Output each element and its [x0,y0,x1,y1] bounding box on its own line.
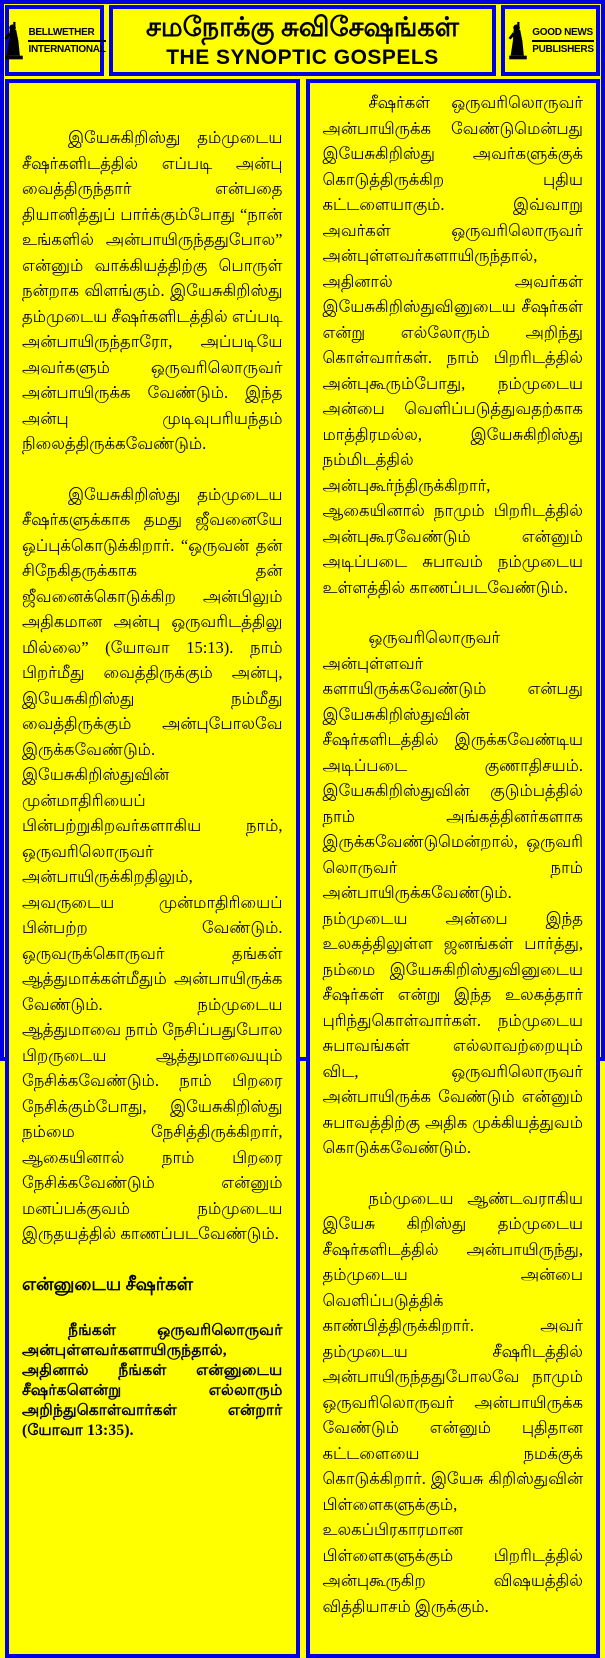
right-column [306,79,601,1658]
left-column [5,79,300,1658]
header [5,5,600,76]
left-paragraph-1: இயேசுகிறிஸ்து தம்முடைய சீஷர்களிடத்தில் எப்படி அன்பு வைத்திருந்தார் என்பதை தியானித்துப் பார்க்கும்போது “நான் உங்களில் அன்பாயிருந்ததுபோல” என்னும் வாக்கியத்திற்கு பொருள் நன்றாக விளங்கும். இயேசுகிறிஸ்து தம்முடைய சீஷர்களிடத்தில் எப்படி அன்பாயிருந்தாரோ, அப்படியே அவர்களும் ஒருவரிலொருவர் அன்பாயிருக்க வேண்டும். இந்த அன்பு முடிவுபரியந்தம் நிலைத்திருக்கவேண்டும். [22,128,283,453]
goodnews-figure-icon [507,16,529,66]
bellwether-logo-text [28,26,105,56]
bellwether-figure-icon [3,16,25,66]
page-title-tamil: சமநோக்கு சுவிசேஷங்கள் [145,12,460,42]
right-paragraph-1: சீஷர்கள் ஒருவரிலொருவர் அன்பாயிருக்க வேண்டுமென்பது இயேசுகிறிஸ்து அவர்களுக்குக் கொடுத்திருக்கிற புதிய கட்டளையாகும். இவ்வாறு அவர்கள் ஒருவரிலொருவர் அன்புள்ளவர்களாயிருந்தால், அதினால் அவர்கள் இயேசுகிறிஸ்துவினுடைய சீஷர்கள் என்று எல்லோரும் அறிந்து கொள்வார்கள். நாம் பிறரிடத்தில் அன்புகூரும்போது, நம்முடைய அன்பை வெளிப்படுத்துவதற்காக மாத்திரமல்ல, இயேசுகிறிஸ்து நம்மிடத்தில் அன்புகூர்ந்திருக்கிறார், ஆகையினால் நாமும் பிறரிடத்தில் அன்புகூரவேண்டும் என்னும் அடிப்படை சுபாவம் நம்முடைய உள்ளத்தில் காணப்படவேண்டும். [322,93,583,597]
bellwether-logo-line1: BELLWETHER [28,26,105,42]
title-box [109,5,496,76]
bellwether-logo [5,5,104,76]
scripture-quote-paragraph: நீங்கள் ஒருவரிலொருவர் அன்புள்ளவர்களாயிருந்தால், அதினால் நீங்கள் என்னுடைய சீஷர்களென்று எல்லாரும் அறிந்துகொள்வார்கள் என்றார் (யோவா 13:35). [22,1322,283,1439]
right-paragraph-3: நம்முடைய ஆண்டவராகிய இயேசு கிறிஸ்து தம்முடைய சீஷர்களிடத்தில் அன்பாயிருந்து, தம்முடைய அன்பை வெளிப்படுத்திக் காண்பித்திருக்கிறார். அவர் தம்முடைய சீஷரிடத்தில் அன்பாயிருந்ததுபோலவே நாமும் ஒருவரிலொருவர் அன்பாயிருக்க வேண்டும் என்னும் புதிதான கட்டளையை நமக்குக் கொடுக்கிறார். இயேசு கிறிஸ்துவின் பிள்ளைகளுக்கும், உலகப்பிரகாரமான பிள்ளைகளுக்கும் பிறரிடத்தில் அன்புகூருகிற விஷயத்தில் வித்தியாசம் இருக்கும். [322,1188,583,1616]
page-title-english: THE SYNOPTIC GOSPELS [166,46,439,69]
right-paragraph-2: ஒருவரிலொருவர் அன்புள்ளவர் களாயிருக்கவேண்டும் என்பது இயேசுகிறிஸ்துவின் சீஷர்களிடத்தில் இருக்கவேண்டிய அடிப்படை குணாதிசயம். இயேசுகிறிஸ்துவின் குடும்பத்தில் நாம் அங்கத்தினர்களாக இருக்கவேண்டுமென்றால், ஒருவரி லொருவர் நாம் அன்பாயிருக்கவேண்டும். நம்முடைய அன்பை இந்த உலகத்திலுள்ள ஜனங்கள் பார்த்து, நம்மை இயேசுகிறிஸ்துவினுடைய சீஷர்கள் என்று இந்த உலகத்தார் புரிந்துகொள்வார்கள். நம்முடைய சுபாவங்கள் எல்லாவற்றையும் விட, ஒருவரிலொருவர் அன்பாயிருக்க வேண்டும் என்னும் சுபாவத்திற்கு அதிக முக்கியத்துவம் கொடுக்கவேண்டும். [322,628,583,1157]
subheading-my-disciples: என்னுடைய சீஷர்கள் [22,1273,193,1294]
left-paragraph-2: இயேசுகிறிஸ்து தம்முடைய சீஷர்களுக்காக தமது ஜீவனையே ஒப்புக்கொடுக்கிறார். “ஒருவன் தன் சிநேகிதருக்காக தன் ஜீவனைக்கொடுக்கிற அன்பிலும் அதிகமான அன்பு ஒருவரிடத்திலு மில்லை” (யோவா 15:13). நாம் பிறர்மீது வைத்திருக்கும் அன்பு, இயேசுகிறிஸ்து நம்மீது வைத்திருக்கும் அன்புபோலவே இருக்கவேண்டும். இயேசுகிறிஸ்துவின் முன்மாதிரியைப் பின்பற்றுகிறவர்களாகிய நாம், ஒருவரிலொருவர் அன்பாயிருக்கிறதிலும், அவருடைய முன்மாதிரியைப் பின்பற்ற வேண்டும். ஒருவருக்கொருவர் தங்கள் ஆத்துமாக்கள்மீதும் அன்பாயிருக்க வேண்டும். நம்முடைய ஆத்துமாவை நாம் நேசிப்பதுபோல பிறருடைய ஆத்துமாவையும் நேசிக்கவேண்டும். நாம் பிறரை நேசிக்கும்போது, இயேசுகிறிஸ்து நம்மை நேசித்திருக்கிறார், ஆகையினால் நாம் பிறரை நேசிக்கவேண்டும் என்னும் மனப்பக்குவம் நம்முடைய இருதயத்தில் காணப்படவேண்டும். [22,484,283,1243]
goodnews-logo [501,5,600,76]
bellwether-logo-line2: INTERNATIONAL [28,43,106,55]
content [5,79,600,1658]
goodnews-logo-line1: GOOD NEWS [532,26,593,42]
goodnews-logo-line2: PUBLISHERS [532,43,594,55]
goodnews-logo-text [532,26,593,56]
